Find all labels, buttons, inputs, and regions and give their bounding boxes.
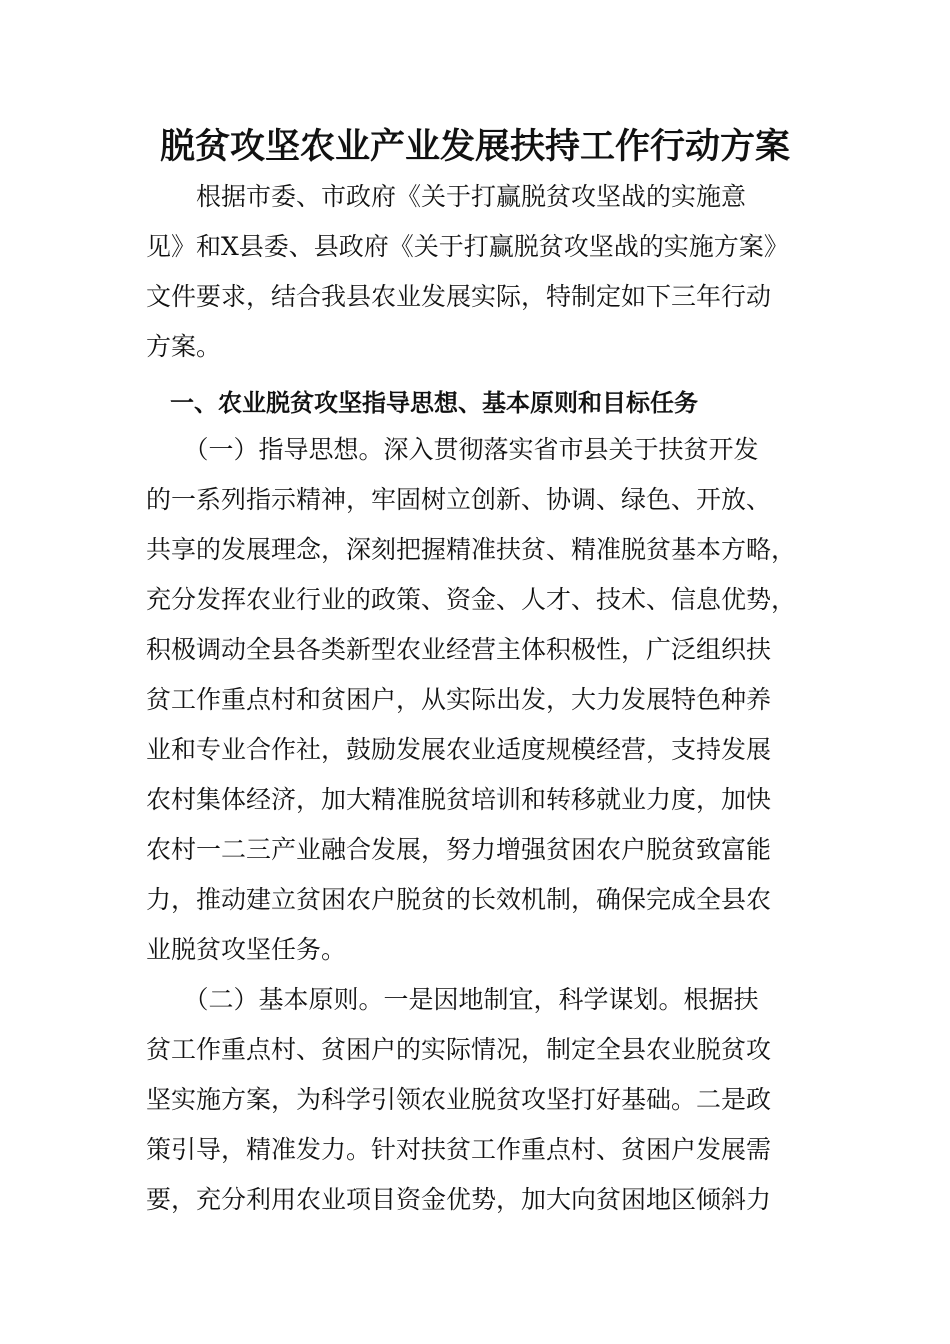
document-title: 脱贫攻坚农业产业发展扶持工作行动方案 <box>159 126 790 167</box>
paragraph-line: 贫工作重点村和贫困户，从实际出发，大力发展特色种养 <box>146 685 772 714</box>
intro-line: 见》和X县委、县政府《关于打赢脱贫攻坚战的实施方案》 <box>146 232 789 261</box>
paragraph-line: 农村一二三产业融合发展，努力增强贫困农户脱贫致富能 <box>146 835 772 864</box>
paragraph-line: 贫工作重点村、贫困户的实际情况，制定全县农业脱贫攻 <box>146 1035 772 1064</box>
guiding-ideology-paragraph <box>146 425 806 975</box>
section-heading: 一、农业脱贫攻坚指导思想、基本原则和目标任务 <box>170 389 698 417</box>
paragraph-line: 的一系列指示精神，牢固树立创新、协调、绿色、开放、 <box>146 485 772 514</box>
paragraph-line: 农村集体经济，加大精准脱贫培训和转移就业力度，加快 <box>146 785 772 814</box>
intro-line: 文件要求，结合我县农业发展实际，特制定如下三年行动 <box>146 282 772 311</box>
paragraph-line: 充分发挥农业行业的政策、资金、人才、技术、信息优势， <box>146 585 797 614</box>
paragraph-line: 业脱贫攻坚任务。 <box>146 935 347 964</box>
intro-line: 根据市委、市政府《关于打赢脱贫攻坚战的实施意 <box>146 182 747 211</box>
paragraph-line: 力，推动建立贫困农户脱贫的长效机制，确保完成全县农 <box>146 885 772 914</box>
paragraph-line: 业和专业合作社，鼓励发展农业适度规模经营，支持发展 <box>146 735 772 764</box>
paragraph-line: 坚实施方案，为科学引领农业脱贫攻坚打好基础。二是政 <box>146 1085 772 1114</box>
intro-line: 方案。 <box>146 332 222 361</box>
intro-paragraph <box>146 172 806 372</box>
paragraph-line: 要，充分利用农业项目资金优势，加大向贫困地区倾斜力 <box>146 1185 772 1214</box>
basic-principles-paragraph <box>146 975 806 1225</box>
paragraph-line: 积极调动全县各类新型农业经营主体积极性，广泛组织扶 <box>146 635 772 664</box>
paragraph-line: 共享的发展理念，深刻把握精准扶贫、精准脱贫基本方略， <box>146 535 797 564</box>
paragraph-line: 策引导，精准发力。针对扶贫工作重点村、贫困户发展需 <box>146 1135 772 1164</box>
paragraph-line: （二）基本原则。一是因地制宜，科学谋划。根据扶 <box>171 985 759 1014</box>
paragraph-line: （一）指导思想。深入贯彻落实省市县关于扶贫开发 <box>146 435 759 464</box>
